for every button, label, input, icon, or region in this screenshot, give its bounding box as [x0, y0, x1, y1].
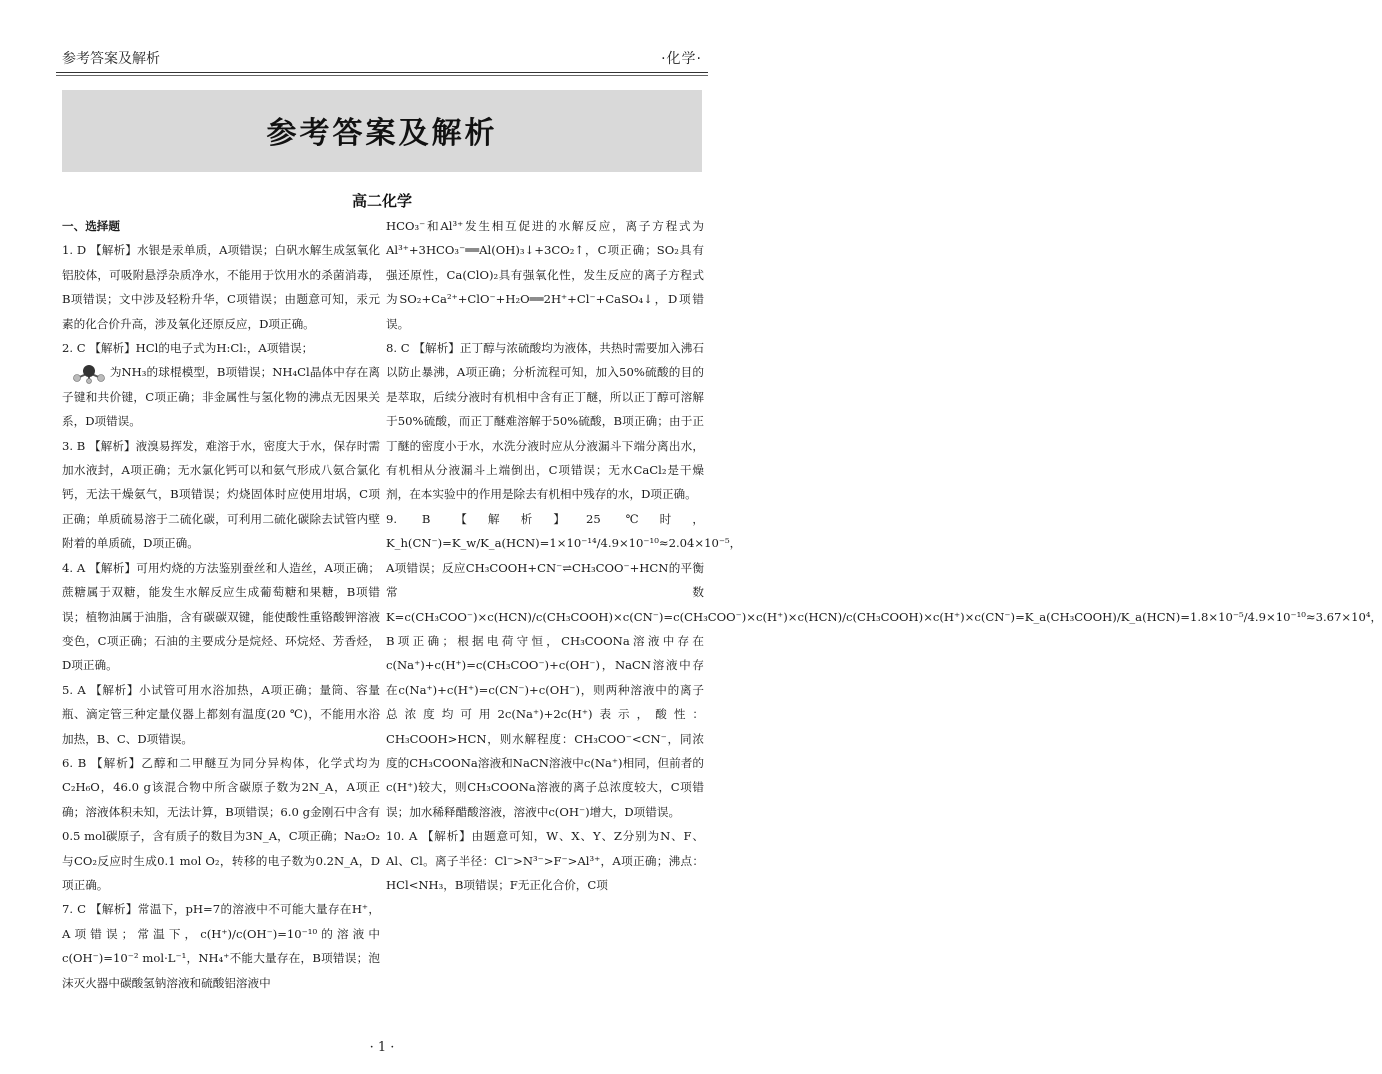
answer-item-1: 1. D 【解析】水银是汞单质，A项错误；白矾水解生成氢氧化铝胶体，可吸附悬浮杂质净水，不能用于饮用水的杀菌消毒，B项错误；文中涉及轻粉升华，C项错误；由题意可知，汞元素的化合价升高，涉及氧化还原反应，D项正确。: [62, 243, 380, 331]
answer-item-6: 6. B 【解析】乙醇和二甲醚互为同分异构体，化学式均为C₂H₆O，46.0 g该混合物中所含碳原子数为2N_A，A项正确；溶液体积未知，无法计算，B项错误；6.0 g金刚石中含有0.5 mol碳原子，含有质子的数目为3N_A，C项正确；Na₂O₂与CO₂反应时生成0.1 mol O₂，转移的电子数为0.2N_A，D项正确。: [62, 755, 380, 892]
answer-item-2-cont: [62, 360, 380, 433]
header-left-title: 参考答案及解析: [62, 51, 160, 67]
answer-item-9: 9. B 【解析】25 ℃时，K_h(CN⁻)=K_w/K_a(HCN)=1×10⁻¹⁴/4.9×10⁻¹⁰≈2.04×10⁻⁵，A项错误；反应CH₃COOH+CN⁻⇌CH₃COO⁻+HCN的平衡常数K=c(CH₃COO⁻)×c(HCN)/c(CH₃COOH)×c(CN⁻)=c(CH₃COO⁻)×c(H⁺)×c(HCN)/c(CH₃COOH)×c(H⁺)×c(CN⁻)=K_a(CH₃COOH)/K_a(HCN)=1.8×10⁻⁵/4.9×10⁻¹⁰≈3.67×10⁴，B项正确；根据电荷守恒，CH₃COONa溶液中存在c(Na⁺)+c(H⁺)=c(CH₃COO⁻)+c(OH⁻)，NaCN溶液中存在c(Na⁺)+c(H⁺)=c(CN⁻)+c(OH⁻)，则两种溶液中的离子总浓度均可用2c(Na⁺)+2c(H⁺)表示，酸性：CH₃COOH>HCN，则水解程度：CH₃COO⁻<CN⁻，同浓度的CH₃COONa溶液和NaCN溶液中c(Na⁺)相同，但前者的c(H⁺)较大，则CH₃COONa溶液的离子总浓度较大，C项错误；加水稀释醋酸溶液，溶液中c(OH⁻)增大，D项错误。: [386, 511, 1382, 819]
answer-item-2: 2. C 【解析】HCl的电子式为H:Cl:，A项错误；: [62, 341, 314, 356]
title-banner: [62, 90, 702, 172]
section-title: 高二化学: [351, 192, 412, 210]
answer-item-3: 3. B 【解析】液溴易挥发，难溶于水，密度大于水，保存时需加水液封，A项正确；无水氯化钙可以和氨气形成八氨合氯化钙，无法干燥氨气，B项错误；灼烧固体时应使用坩埚，C项正确；单质硫易溶于二硫化碳，可利用二硫化碳除去试管内壁附着的单质硫，D项正确。: [62, 438, 380, 551]
header-subject: ·化学·: [661, 51, 702, 67]
answer-item-10: 10. A 【解析】由题意可知，W、X、Y、Z分别为N、F、Al、Cl。离子半径：Cl⁻>N³⁻>F⁻>Al³⁺，A项正确；沸点：HCl<NH₃，B项错误；F无正化合价，C项: [386, 829, 704, 892]
header-rule: [56, 72, 708, 73]
answer-item-2-text: 为NH₃的球棍模型，B项错误；NH₄Cl晶体中存在离子键和共价键，C项正确；非金属性与氢化物的沸点无因果关系，D项错误。: [62, 365, 381, 429]
answer-item-5: 5. A 【解析】小试管可用水浴加热，A项正确；量筒、容量瓶、滴定管三种定量仪器上都刻有温度(20 ℃)，不能用水浴加热，B、C、D项错误。: [62, 682, 380, 746]
answer-item-7: 7. C 【解析】常温下，pH=7的溶液中不可能大量存在H⁺，A项错误；常温下，c(H⁺)/c(OH⁻)=10⁻¹⁰的溶液中c(OH⁻)=10⁻² mol·L⁻¹，NH₄⁺不能大量存在，B项错误；泡沫灭火器中碳酸氢钠溶液和硫酸铝溶液中: [62, 902, 380, 990]
answer-item-7-cont: HCO₃⁻和Al³⁺发生相互促进的水解反应，离子方程式为Al³⁺+3HCO₃⁻══Al(OH)₃↓+3CO₂↑，C项正确；SO₂具有强还原性，Ca(ClO)₂具有强氧化性，发生反应的离子方程式为SO₂+Ca²⁺+ClO⁻+H₂O══2H⁺+Cl⁻+CaSO₄↓，D项错误。: [386, 219, 704, 331]
answer-item-4: 4. A 【解析】可用灼烧的方法鉴别蚕丝和人造丝，A项正确；蔗糖属于双糖，能发生水解反应生成葡萄糖和果糖，B项错误；植物油属于油脂，含有碳碳双键，能使酸性重铬酸钾溶液变色，C项正确；石油的主要成分是烷烃、环烷烃、芳香烃，D项正确。: [62, 560, 380, 673]
left-column: [62, 214, 380, 995]
answer-item-8: 8. C 【解析】正丁醇与浓硫酸均为液体，共热时需要加入沸石以防止暴沸，A项正确；分析流程可知，加入50%硫酸的目的是萃取，后续分液时有机相中含有正丁醚，所以正丁醇可溶解于50%硫酸，而正丁醚难溶解于50%硫酸，B项正确；由于正丁醚的密度小于水，水洗分液时应从分液漏斗下端分离出水，有机相从分液漏斗上端倒出，C项错误；无水CaCl₂是干燥剂，在本实验中的作用是除去有机相中残存的水，D项正确。: [386, 341, 704, 502]
banner-title: 参考答案及解析: [266, 116, 498, 151]
right-column: [386, 214, 1382, 897]
section-heading: 一、选择题: [62, 219, 120, 233]
running-header: [62, 46, 702, 68]
page-number: · 1 ·: [369, 1040, 395, 1055]
header-rule-thin: [56, 75, 708, 76]
ball-stick-model-icon: [72, 363, 106, 383]
